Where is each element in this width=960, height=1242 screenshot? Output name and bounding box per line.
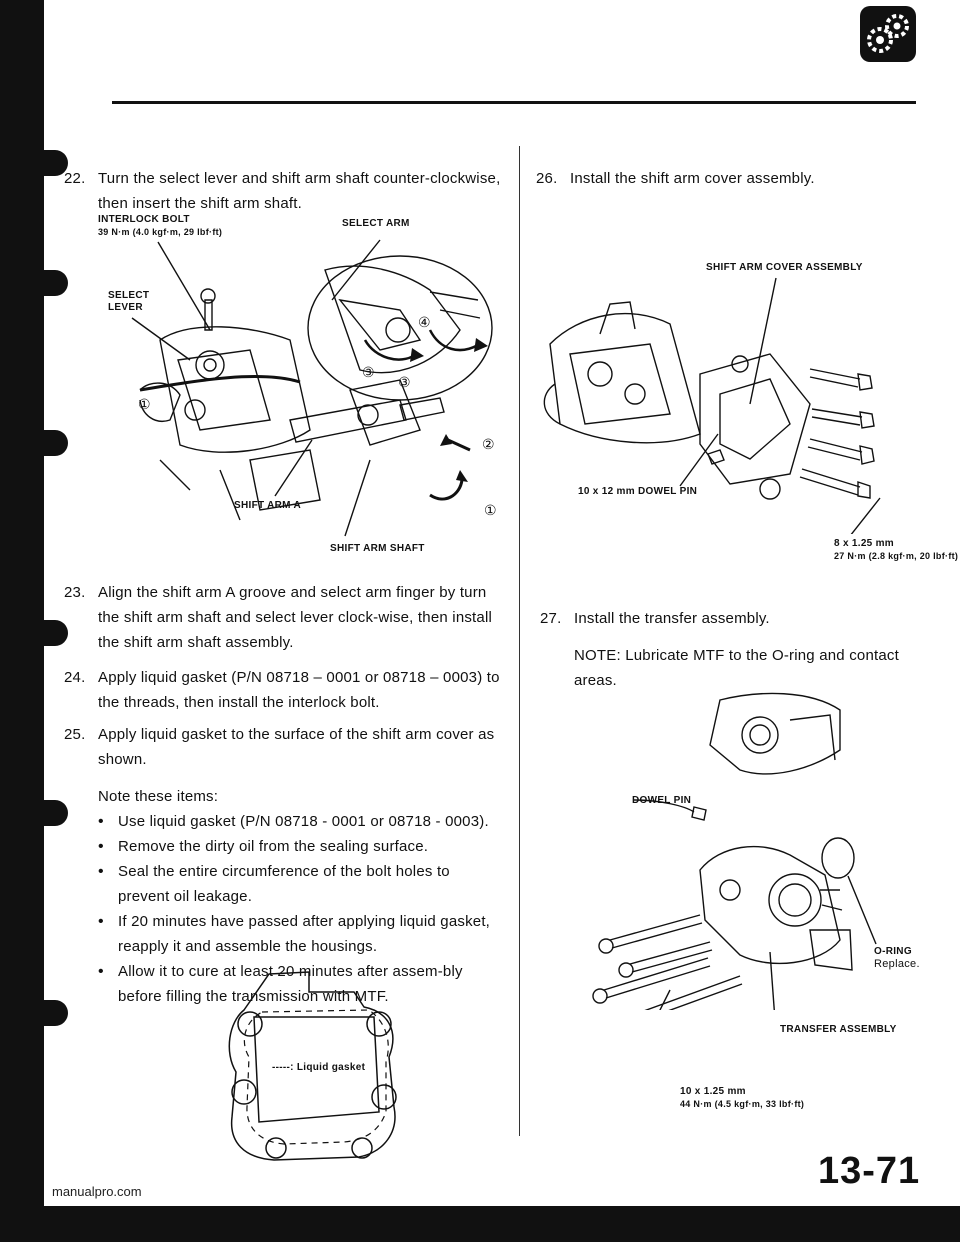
step-27 [540,606,924,693]
note-item: • Allow it to cure at least 20 minutes after assem-bly before filling the transmission with MTF. [98,959,503,1009]
binding-tab [44,1000,68,1026]
step-number: 23. [64,584,86,601]
step-text: Apply liquid gasket to the surface of the shift arm cover as shown. [98,726,495,768]
step-number: 26. [536,170,558,187]
label-oring: O-RING [874,946,912,957]
callout-2: ② [482,436,495,452]
step-number: 22. [64,170,86,187]
label-cover-assembly: SHIFT ARM COVER ASSEMBLY [706,262,863,273]
note-item: • If 20 minutes have passed after applying liquid gasket, reapply it and assemble the housings. [98,909,503,959]
step-number: 25. [64,726,86,743]
step-24 [64,665,503,715]
binding-tab [44,620,68,646]
binding-tab [44,270,68,296]
callout-3b: ③ [398,374,411,390]
cover-assembly-drawing [540,274,900,534]
page-number: 13-71 [818,1150,921,1192]
shift-arm-drawing [100,230,520,560]
callout-1b: ① [138,396,151,412]
label-bolt-8: 8 x 1.25 mm [834,538,895,549]
transmission-gears-icon [860,6,916,62]
source-watermark: manualpro.com [52,1184,142,1199]
label-dowel-10x12: 10 x 12 mm DOWEL PIN [578,486,698,497]
note-item: • Use liquid gasket (P/N 08718 - 0001 or 08718 - 0003). [98,809,503,834]
label-bolt-10-torque: 44 N·m (4.5 kgf·m, 33 lbf·ft) [680,1099,805,1109]
label-interlock-bolt: INTERLOCK BOLT [98,214,190,225]
binding-tab [44,430,68,456]
label-bolt-8-torque: 27 N·m (2.8 kgf·m, 20 lbf·ft) [834,551,959,561]
label-interlock-torque: 39 N·m (4.0 kgf·m, 29 lbf·ft) [98,227,223,237]
step-27-note: NOTE: Lubricate MTF to the O-ring and contact areas. [574,647,899,689]
label-select-lever-2: LEVER [108,302,143,313]
label-select-lever-1: SELECT [108,290,150,301]
step-text: Turn the select lever and shift arm shaft counter-clockwise, then insert the shift arm shaft. [98,170,501,212]
label-oring-replace: Replace. [874,958,920,970]
binding-tab [44,800,68,826]
step-number: 24. [64,669,86,686]
page-binding-strip [0,0,44,1242]
bottom-bar [0,1206,960,1242]
step-text: Install the shift arm cover assembly. [570,170,815,187]
label-dowel-pin: DOWEL PIN [632,795,692,806]
note-item: • Seal the entire circumference of the bolt holes to prevent oil leakage. [98,859,503,909]
callout-3: ③ [362,364,375,380]
step-text: Apply liquid gasket (P/N 08718 – 0001 or 08718 – 0003) to the threads, then install the interlock bolt. [98,669,500,711]
transfer-drawing [590,690,920,1010]
note-heading: Note these items: [98,788,219,805]
step-26 [536,166,930,191]
step-22 [64,166,503,216]
step-text: Align the shift arm A groove and select arm finger by turn the shift arm shaft and select lever clock-wise, then install the shift arm shaft assembly. [98,584,493,651]
step-23 [64,580,503,655]
header-rule [112,101,916,104]
label-transfer-assembly: TRANSFER ASSEMBLY [780,1024,897,1035]
label-shift-arm-shaft: SHIFT ARM SHAFT [330,543,425,554]
step-text: Install the transfer assembly. [574,610,770,627]
step-number: 27. [540,610,562,627]
label-liquid-gasket: -----: Liquid gasket [272,1062,366,1073]
note-item: • Remove the dirty oil from the sealing surface. [98,834,503,859]
callout-4: ④ [418,314,431,330]
label-select-arm: SELECT ARM [342,218,410,229]
label-bolt-10: 10 x 1.25 mm [680,1086,746,1097]
label-shift-arm-a: SHIFT ARM A [234,500,301,511]
callout-1: ① [484,502,497,518]
